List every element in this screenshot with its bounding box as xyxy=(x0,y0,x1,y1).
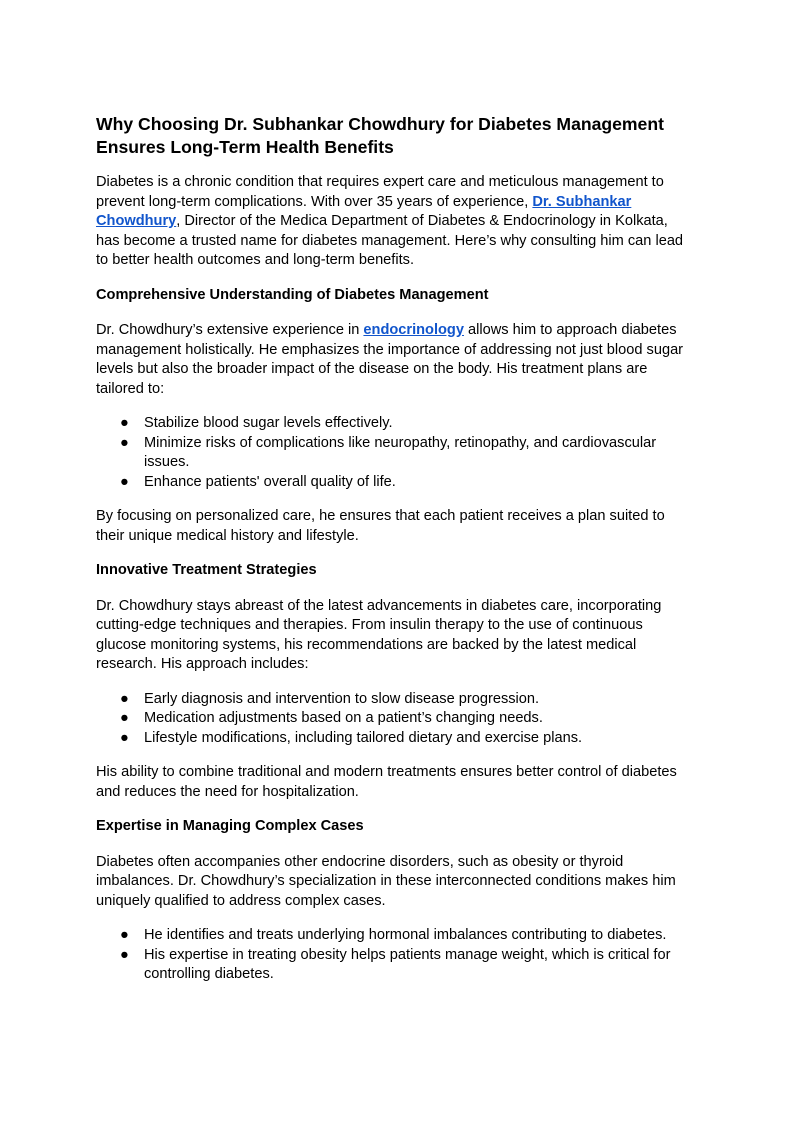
bullet-icon: ● xyxy=(120,690,129,707)
bullet-icon: ● xyxy=(120,710,129,726)
list-item-text: Enhance patients' overall quality of life. xyxy=(144,473,396,490)
list-item xyxy=(96,729,695,749)
dr-subhankar-chowdhury-link[interactable]: Dr. Subhankar Chowdhury xyxy=(96,193,632,229)
list-item-text: Medication adjustments based on a patient’s changing needs. xyxy=(144,710,543,726)
section-heading-innovative: Innovative Treatment Strategies xyxy=(96,562,317,578)
list-item-text: Stabilize blood sugar levels effectively. xyxy=(144,415,393,431)
section-closing-comprehensive: By focusing on personalized care, he ensures that each patient receives a plan suited to their unique medical history and lifestyle. xyxy=(96,508,665,544)
section-heading-complex-cases: Expertise in Managing Complex Cases xyxy=(96,818,364,834)
section-text-after-link: allows him to approach diabetes management holistically. He emphasizes the importance of addressing not just blood sugar levels but also the broader impact of the disease on the body. His treatment plans are tailored to: xyxy=(96,322,684,397)
endocrinology-link[interactable]: endocrinology xyxy=(363,322,464,338)
bullet-icon: ● xyxy=(120,415,129,431)
bullet-icon: ● xyxy=(120,473,129,490)
list-item-text: Lifestyle modifications, including tailored dietary and exercise plans. xyxy=(144,729,583,746)
bullet-list-complex-cases xyxy=(96,926,695,985)
section-paragraph-complex-cases: Diabetes often accompanies other endocrine disorders, such as obesity or thyroid imbalances. Dr. Chowdhury’s specialization in these interconnected conditions makes him uniquely qualified to address complex cases. xyxy=(96,853,676,909)
section-paragraph-comprehensive xyxy=(96,321,695,399)
list-item-text: He identifies and treats underlying hormonal imbalances contributing to diabetes. xyxy=(144,927,667,943)
bullet-list-innovative xyxy=(96,690,695,749)
bullet-icon: ● xyxy=(120,946,129,963)
intro-text-before-link: Diabetes is a chronic condition that requires expert care and meticulous management to prevent long-term complications. With over 35 years of experience, xyxy=(96,174,664,210)
section-text-before-link: Dr. Chowdhury’s extensive experience in xyxy=(96,322,364,338)
bullet-list-comprehensive xyxy=(96,414,695,492)
page-title: Why Choosing Dr. Subhankar Chowdhury for Diabetes Management Ensures Long-Term Health Benefits xyxy=(96,114,664,157)
bullet-icon: ● xyxy=(120,729,129,746)
list-item xyxy=(96,946,695,985)
list-item xyxy=(96,473,695,493)
list-item xyxy=(96,709,695,729)
list-item xyxy=(96,690,695,710)
list-item xyxy=(96,926,695,946)
intro-paragraph xyxy=(96,173,695,271)
bullet-icon: ● xyxy=(120,927,129,943)
list-item xyxy=(96,414,695,434)
list-item-text: Minimize risks of complications like neuropathy, retinopathy, and cardiovascular issues. xyxy=(144,434,657,470)
bullet-icon: ● xyxy=(120,434,129,451)
list-item-text: His expertise in treating obesity helps patients manage weight, which is critical for controlling diabetes. xyxy=(144,946,671,982)
list-item-text: Early diagnosis and intervention to slow disease progression. xyxy=(144,690,540,707)
section-paragraph-innovative: Dr. Chowdhury stays abreast of the latest advancements in diabetes care, incorporating cutting-edge techniques and therapies. From insulin therapy to the use of continuous glucose monitoring systems, his recommendations are backed by the latest medical research. His approach includes: xyxy=(96,597,662,672)
intro-text-after-link: , Director of the Medica Department of Diabetes & Endocrinology in Kolkata, has become a trusted name for diabetes management. Here’s why consulting him can lead to better health outcomes and long-term benefits. xyxy=(96,213,684,268)
list-item xyxy=(96,434,695,473)
section-heading-comprehensive: Comprehensive Understanding of Diabetes Management xyxy=(96,286,489,303)
section-closing-innovative: His ability to combine traditional and modern treatments ensures better control of diabetes and reduces the need for hospitalization. xyxy=(96,764,677,800)
